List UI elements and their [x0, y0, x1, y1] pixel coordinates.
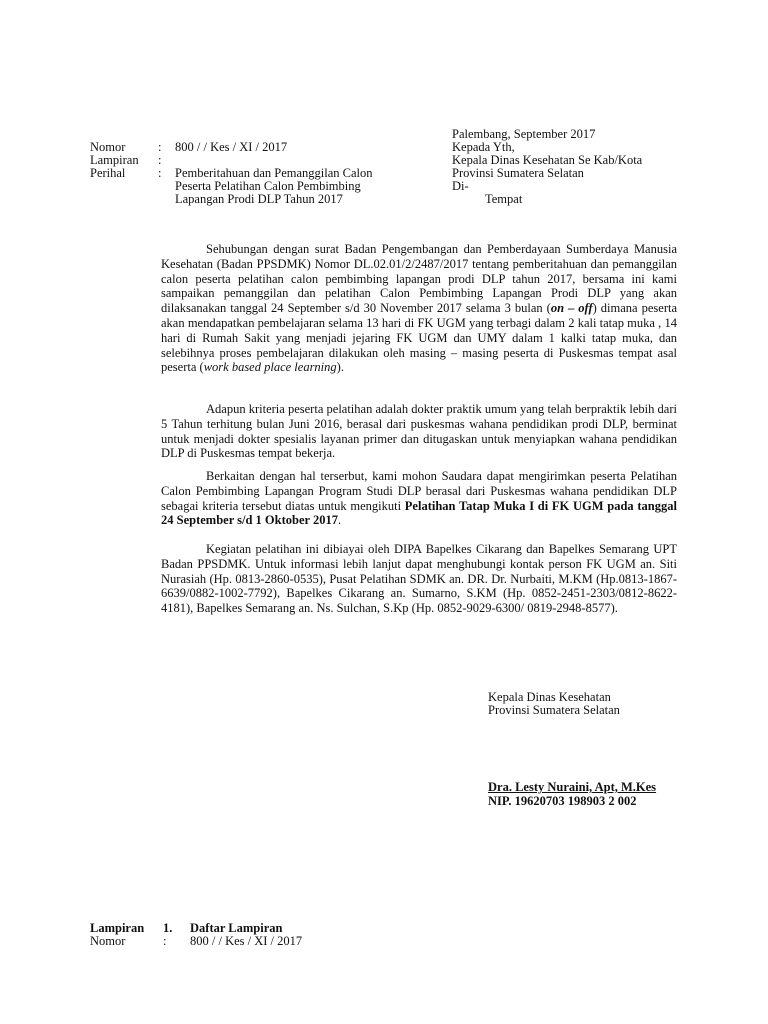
paragraph-3 [161, 469, 677, 528]
p3-bold: Pelatihan Tatap Muka I di FK UGM pada tanggal 24 September s/d 1 Oktober 2017 [161, 498, 677, 528]
p3-text-a: Berkaitan dengan hal terserbut, kami mohon Saudara dapat mengirimkan peserta Pelatihan Calon Pembimbing Lapangan Program Studi DLP berasal dari Puskesmas wahana pendidikan DLP sebagai kriteria tersebut diatas untuk mengikuti [161, 469, 677, 513]
signature-title-2: Provinsi Sumatera Selatan [488, 703, 620, 717]
recipient-place: Tempat [485, 192, 523, 206]
appendix-number: 1. [163, 921, 173, 935]
p1-off: off [578, 301, 593, 316]
p1-italic: work based place learning [203, 360, 337, 375]
p1-text-c: ). [336, 360, 344, 375]
perihal-label: Perihal [90, 166, 126, 180]
appendix-label: Lampiran [90, 921, 145, 935]
perihal-colon: : [158, 166, 162, 180]
recipient-di: Di- [452, 179, 469, 193]
p1-dash: – [564, 301, 579, 316]
appendix-title: Daftar Lampiran [190, 921, 283, 935]
p1-on: on [550, 301, 565, 316]
p1-text-a: Sehubungan dengan surat Badan Pengembangan dan Pemberdayaan Sumberdaya Manusia Kesehatan (Badan PPSDMK) Nomor DL.02.01/2/2487/2017 tentang pemberitahuan dan pemanggilan calon peserta pelatihan calon pembimbing lapangan prodi DLP tahun 2017, bersama ini kami sampaikan pemanggilan dan pelatihan Calon Pembimbing Lapangan Prodi DLP yang akan dilaksanakan tanggal 24 September s/d 30 November 2017 selama 3 bulan ( [161, 242, 677, 316]
perihal-line-3: Lapangan Prodi DLP Tahun 2017 [175, 192, 343, 206]
paragraph-1 [161, 242, 677, 375]
place-date: Palembang, September 2017 [452, 127, 596, 141]
p3-text-c: . [337, 513, 342, 528]
paragraph-2: Adapun kriteria peserta pelatihan adalah dokter praktik umum yang telah berpraktik lebih dari 5 Tahun terhitung bulan Juni 2016, berasal dari puskesmas wahana pendidikan prodi DLP, berminat untuk menjadi dokter spesialis layanan primer dan ditugaskan untuk menyiapkan wahana pendidikan DLP di Puskesmas tempat bekerja. [161, 402, 677, 461]
signature-name: Dra. Lesty Nuraini, Apt, M.Kes [488, 780, 657, 794]
recipient-name: Kepala Dinas Kesehatan Se Kab/Kota [452, 153, 643, 167]
signature-nip: NIP. 19620703 198903 2 002 [488, 794, 637, 808]
p1-text-b: ) dimana peserta akan mendapatkan pembelajaran selama 13 hari di FK UGM yang terbagi dalam 2 kali tatap muka , 14 hari di Rumah Sakit yang menjadi jejaring FK UGM dan UMY dalam 1 kalki tatap muka, dan selebihnya proses pembelajaran dilakukan oleh masing – masing peserta di Puskesmas tempat asal peserta ( [161, 301, 678, 375]
nomor-label: Nomor [90, 140, 126, 154]
lampiran-label: Lampiran [90, 153, 139, 167]
appendix-nomor-label: Nomor [90, 934, 126, 948]
paragraph-4: Kegiatan pelatihan ini dibiayai oleh DIPA Bapelkes Cikarang dan Bapelkes Semarang UPT Badan PPSDMK. Untuk informasi lebih lanjut dapat menghubungi kontak person FK UGM an. Siti Nurasiah (Hp. 0813-2860-0535), Pusat Pelatihan SDMK an. DR. Dr. Nurbaiti, M.KM (Hp.0813-1867-6639/0882-1002-7792), Bapelkes Cikarang an. Sumarno, S.KM (Hp. 0852-2451-2303/0812-8622-4181), Bapelkes Semarang an. Ns. Sulchan, S.Kp (Hp. 0852-9029-6300/ 0819-2948-8577). [161, 542, 677, 616]
appendix-nomor-value: 800 / / Kes / XI / 2017 [190, 934, 303, 948]
signature-title-1: Kepala Dinas Kesehatan [488, 690, 611, 704]
lampiran-colon: : [158, 153, 162, 167]
perihal-line-1: Pemberitahuan dan Pemanggilan Calon [175, 166, 373, 180]
nomor-colon: : [158, 140, 162, 154]
appendix-nomor-colon: : [163, 934, 167, 948]
nomor-value: 800 / / Kes / XI / 2017 [175, 140, 288, 154]
perihal-line-2: Peserta Pelatihan Calon Pembimbing [175, 179, 361, 193]
recipient-province: Provinsi Sumatera Selatan [452, 166, 584, 180]
recipient-greeting: Kepada Yth, [452, 140, 515, 154]
